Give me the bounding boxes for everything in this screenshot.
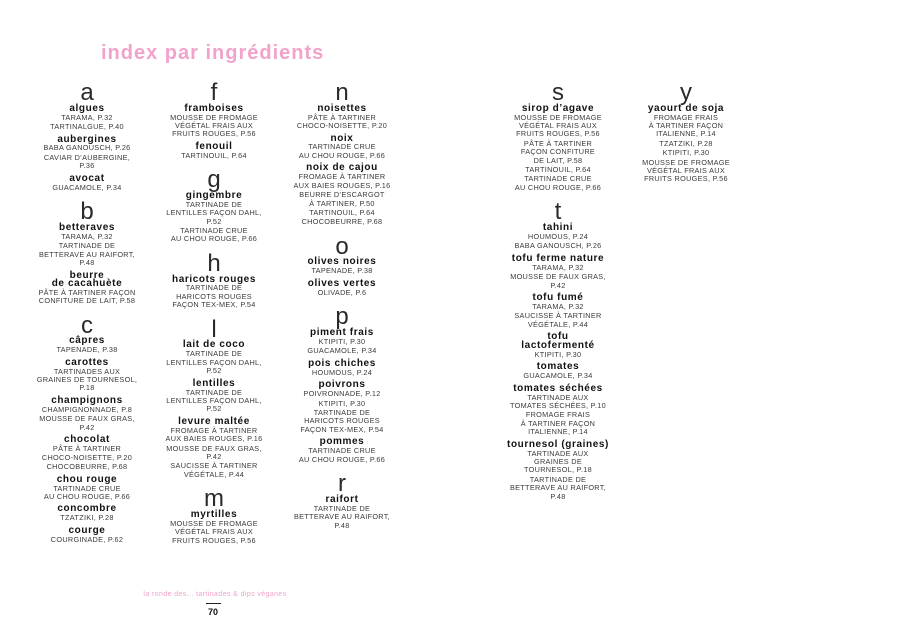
index-entry bbox=[154, 379, 274, 414]
recipe-reference: TARTINADE DE BETTERAVE AU RAIFORT, P.48 bbox=[509, 474, 607, 501]
index-entry bbox=[27, 174, 147, 192]
index-entry bbox=[154, 510, 274, 545]
index-entry bbox=[498, 333, 618, 359]
index-section-l bbox=[154, 315, 274, 480]
section-letter: y bbox=[680, 79, 692, 106]
ingredient-name: chou rouge bbox=[56, 473, 118, 485]
ingredient-name: levure maltée bbox=[178, 415, 250, 427]
ingredient-name: tofu ferme nature bbox=[511, 252, 605, 264]
index-section-p bbox=[282, 303, 402, 464]
ingredient-name: olives noires bbox=[307, 256, 377, 268]
recipe-reference: TARTINADE CRUE AU CHOU ROUGE, P.66 bbox=[298, 142, 386, 160]
index-section-c bbox=[27, 311, 147, 545]
recipe-reference: MOUSSE DE FROMAGE VÉGÉTAL FRAIS AUX FRUITS ROUGES, P.56 bbox=[642, 157, 730, 184]
recipe-reference: TARTINOUIL, P.64 bbox=[309, 207, 375, 217]
recipe-reference: TARTINADE CRUE AU CHOU ROUGE, P.66 bbox=[170, 226, 258, 244]
recipe-reference: FROMAGE À TARTINER AUX BAIES ROUGES, P.16 bbox=[165, 425, 263, 444]
index-entry bbox=[498, 384, 618, 437]
recipe-reference: TARTINOUIL, P.64 bbox=[525, 165, 591, 175]
index-column-5 bbox=[626, 79, 746, 184]
index-entry bbox=[498, 363, 618, 381]
recipe-reference: TARTINADE DE HARICOTS ROUGES FAÇON TEX-MEX, P.54 bbox=[172, 283, 256, 310]
index-section-g bbox=[154, 166, 274, 244]
page-title: index par ingrédients bbox=[101, 42, 325, 64]
section-letter: a bbox=[80, 79, 94, 106]
ingredient-name: poivrons bbox=[318, 379, 366, 391]
page-number-rule bbox=[206, 603, 221, 604]
index-column-4 bbox=[498, 79, 618, 501]
section-letter: r bbox=[338, 470, 346, 498]
index-section-a bbox=[27, 79, 147, 192]
index-section-h bbox=[154, 249, 274, 310]
recipe-reference: TZATZIKI, P.28 bbox=[60, 513, 114, 523]
ingredient-name: olives vertes bbox=[307, 277, 377, 289]
index-entry bbox=[27, 104, 147, 131]
ingredient-name: gingembre bbox=[185, 189, 243, 201]
recipe-reference: CAVIAR D’AUBERGINE, P.36 bbox=[43, 152, 131, 171]
recipe-reference: GUACAMOLE, P.34 bbox=[307, 346, 377, 356]
recipe-reference: MOUSSE DE FROMAGE VÉGÉTAL FRAIS AUX FRUITS ROUGES, P.56 bbox=[170, 112, 258, 139]
index-entry bbox=[282, 279, 402, 297]
index-entry bbox=[282, 495, 402, 530]
recipe-reference: CHAMPIGNONNADE, P.8 bbox=[41, 404, 133, 414]
recipe-reference: PÂTE À TARTINER FAÇON CONFITURE DE LAIT, P.58 bbox=[38, 287, 136, 306]
index-entry bbox=[27, 337, 147, 355]
recipe-reference: TARAMA, P.32 bbox=[532, 302, 584, 311]
index-entry bbox=[27, 271, 147, 306]
ingredient-name: fenouil bbox=[195, 140, 233, 152]
ingredient-name: avocat bbox=[69, 172, 105, 184]
recipe-reference: TARTINADE CRUE AU CHOU ROUGE, P.66 bbox=[43, 483, 131, 501]
section-letter: n bbox=[335, 79, 349, 106]
ingredient-name: noix de cajou bbox=[306, 162, 378, 174]
running-footer-title: la ronde des... tartinades & dips véganes bbox=[143, 591, 287, 598]
ingredient-name: yaourt de soja bbox=[647, 102, 725, 114]
recipe-reference: GUACAMOLE, P.34 bbox=[52, 182, 122, 192]
ingredient-name: betteraves bbox=[58, 221, 116, 233]
recipe-reference: KTIPITI, P.30 bbox=[318, 398, 366, 408]
recipe-reference: MOUSSE DE FAUX GRAS, P.42 bbox=[510, 272, 606, 290]
index-column-2 bbox=[154, 79, 274, 545]
ingredient-name: pois chiches bbox=[308, 357, 376, 369]
index-entry bbox=[498, 223, 618, 250]
ingredient-name: noisettes bbox=[317, 102, 367, 114]
ingredient-name: tomates séchées bbox=[513, 382, 603, 394]
ingredient-name: concombre bbox=[57, 503, 117, 515]
index-entry bbox=[27, 505, 147, 523]
recipe-reference: TARTINADE DE BETTERAVE AU RAIFORT, P.48 bbox=[38, 241, 136, 267]
ingredient-name: haricots rouges bbox=[171, 273, 257, 285]
index-entry bbox=[282, 359, 402, 377]
index-section-o bbox=[282, 232, 402, 297]
recipe-reference: FROMAGE À TARTINER AUX BAIES ROUGES, P.16 bbox=[293, 172, 391, 190]
recipe-reference: MOUSSE DE FAUX GRAS, P.42 bbox=[39, 414, 135, 432]
recipe-reference: KTIPITI, P.30 bbox=[534, 349, 582, 359]
recipe-reference: TARTINADES AUX GRAINES DE TOURNESOL, P.18 bbox=[36, 366, 138, 393]
index-entry bbox=[282, 381, 402, 435]
index-section-t bbox=[498, 198, 618, 501]
ingredient-name: carottes bbox=[65, 356, 109, 368]
recipe-reference: TARTINADE AUX GRAINES DE TOURNESOL, P.18 bbox=[524, 448, 592, 475]
index-entry bbox=[282, 328, 402, 355]
ingredient-name: champignons bbox=[51, 394, 123, 406]
recipe-reference: TARTINADE DE BETTERAVE AU RAIFORT, P.48 bbox=[293, 503, 391, 530]
recipe-reference: TZATZIKI, P.28 bbox=[659, 138, 713, 148]
index-entry bbox=[626, 104, 746, 184]
index-section-y bbox=[626, 79, 746, 184]
recipe-reference: KTIPITI, P.30 bbox=[662, 148, 710, 158]
ingredient-name: beurre de cacahuète bbox=[51, 269, 123, 289]
recipe-reference: TARTINADE DE HARICOTS ROUGES FAÇON TEX-MEX, P.54 bbox=[300, 408, 384, 434]
index-entry bbox=[498, 440, 618, 501]
recipe-reference: TARTINADE DE LENTILLES FAÇON DAHL, P.52 bbox=[166, 387, 262, 414]
index-entry bbox=[27, 223, 147, 267]
recipe-reference: MOUSSE DE FROMAGE VÉGÉTAL FRAIS AUX FRUITS ROUGES, P.56 bbox=[170, 518, 258, 545]
ingredient-name: chocolat bbox=[64, 434, 110, 446]
recipe-reference: POIVRONNADE, P.12 bbox=[303, 389, 381, 399]
ingredient-name: courge bbox=[68, 524, 106, 536]
index-entry bbox=[154, 275, 274, 310]
recipe-reference: CHOCOBEURRE, P.68 bbox=[46, 462, 128, 472]
index-section-b bbox=[27, 198, 147, 306]
section-letter: p bbox=[335, 303, 349, 331]
recipe-reference: PÂTE À TARTINER FAÇON CONFITURE DE LAIT, P.58 bbox=[520, 138, 596, 165]
recipe-reference: TARTINADE DE LENTILLES FAÇON DAHL, P.52 bbox=[166, 199, 262, 226]
index-column-3 bbox=[282, 79, 402, 530]
ingredient-name: tomates bbox=[536, 361, 580, 373]
index-entry bbox=[282, 438, 402, 464]
recipe-reference: BEURRE D’ESCARGOT À TARTINER, P.50 bbox=[299, 190, 385, 208]
section-letter: m bbox=[204, 485, 224, 513]
index-entry bbox=[282, 258, 402, 276]
ingredient-name: framboises bbox=[184, 102, 244, 114]
recipe-reference: TARTINADE DE LENTILLES FAÇON DAHL, P.52 bbox=[166, 349, 262, 376]
recipe-reference: MOUSSE DE FAUX GRAS, P.42 bbox=[166, 443, 262, 462]
index-entry bbox=[154, 142, 274, 160]
recipe-reference: OLIVADE, P.6 bbox=[317, 287, 367, 297]
index-entry bbox=[27, 135, 147, 171]
index-column-1 bbox=[27, 79, 147, 544]
recipe-reference: SAUCISSE À TARTINER VÉGÉTALE, P.44 bbox=[170, 461, 258, 479]
recipe-reference: TARAMA, P.32 bbox=[61, 112, 113, 122]
recipe-reference: TAPENADE, P.38 bbox=[311, 266, 373, 276]
ingredient-name: sirop d’agave bbox=[521, 102, 595, 114]
page-number: 70 bbox=[207, 607, 218, 617]
ingredient-name: tofu fumé bbox=[532, 292, 584, 304]
index-section-s bbox=[498, 79, 618, 192]
section-letter: s bbox=[552, 79, 564, 106]
ingredient-name: pommes bbox=[319, 436, 365, 448]
recipe-reference: COURGINADE, P.62 bbox=[50, 534, 124, 544]
index-section-f bbox=[154, 79, 274, 160]
recipe-reference: TARAMA, P.32 bbox=[61, 231, 113, 241]
index-entry bbox=[282, 104, 402, 130]
ingredient-name: lentilles bbox=[192, 377, 236, 389]
index-entry bbox=[27, 475, 147, 501]
section-letter: t bbox=[554, 198, 562, 226]
section-letter: b bbox=[80, 198, 94, 226]
section-letter: o bbox=[335, 232, 349, 260]
index-entry bbox=[27, 526, 147, 544]
index-entry bbox=[27, 358, 147, 393]
section-letter: g bbox=[207, 166, 221, 194]
index-section-m bbox=[154, 485, 274, 545]
recipe-reference: FROMAGE FRAIS À TARTINER FAÇON ITALIENNE, P.14 bbox=[520, 410, 596, 437]
recipe-reference: KTIPITI, P.30 bbox=[318, 336, 366, 346]
ingredient-name: raifort bbox=[325, 493, 359, 505]
index-entry bbox=[154, 104, 274, 139]
index-entry bbox=[498, 254, 618, 290]
section-letter: l bbox=[211, 315, 217, 343]
recipe-reference: GUACAMOLE, P.34 bbox=[523, 371, 593, 381]
recipe-reference: FROMAGE FRAIS À TARTINER FAÇON ITALIENNE, P.14 bbox=[648, 112, 724, 139]
ingredient-name: noix bbox=[330, 132, 354, 144]
recipe-reference: BABA GANOUSCH, P.26 bbox=[514, 241, 602, 251]
ingredient-name: algues bbox=[69, 102, 105, 114]
section-letter: f bbox=[210, 79, 218, 106]
ingredient-name: câpres bbox=[69, 335, 105, 347]
recipe-reference: CHOCOBEURRE, P.68 bbox=[301, 217, 383, 227]
index-section-r bbox=[282, 470, 402, 530]
recipe-reference: PÂTE À TARTINER CHOCO-NOISETTE, P.20 bbox=[41, 444, 133, 462]
recipe-reference: PÂTE À TARTINER CHOCO-NOISETTE, P.20 bbox=[296, 112, 388, 130]
index-entry bbox=[498, 293, 618, 329]
index-entry bbox=[27, 436, 147, 472]
recipe-reference: TARTINADE CRUE AU CHOU ROUGE, P.66 bbox=[298, 446, 386, 464]
index-entry bbox=[154, 341, 274, 376]
recipe-reference: TARTINOUIL, P.64 bbox=[181, 150, 247, 160]
recipe-reference: TAPENADE, P.38 bbox=[56, 345, 118, 355]
ingredient-name: lait de coco bbox=[182, 339, 246, 351]
recipe-reference: TARAMA, P.32 bbox=[532, 262, 584, 272]
index-entry bbox=[154, 191, 274, 244]
ingredient-name: tahini bbox=[542, 221, 574, 233]
ingredient-name: myrtilles bbox=[190, 508, 238, 520]
section-letter: c bbox=[81, 311, 93, 339]
recipe-reference: TARTINADE AUX TOMATES SÉCHÉES, P.10 bbox=[510, 392, 606, 410]
ingredient-name: aubergines bbox=[57, 133, 117, 145]
index-section-n bbox=[282, 79, 402, 227]
recipe-reference: HOUMOUS, P.24 bbox=[311, 367, 373, 377]
index-entry bbox=[282, 164, 402, 227]
ingredient-name: tournesol (graines) bbox=[507, 438, 609, 450]
section-letter: h bbox=[207, 249, 221, 277]
index-entry bbox=[498, 104, 618, 192]
recipe-reference: BABA GANOUSCH, P.26 bbox=[43, 143, 131, 153]
recipe-reference: HOUMOUS, P.24 bbox=[527, 231, 589, 241]
ingredient-name: piment frais bbox=[310, 326, 374, 338]
index-entry bbox=[27, 396, 147, 432]
recipe-reference: TARTINADE CRUE AU CHOU ROUGE, P.66 bbox=[514, 174, 602, 192]
index-entry bbox=[154, 417, 274, 479]
recipe-reference: SAUCISSE À TARTINER VÉGÉTALE, P.44 bbox=[514, 311, 602, 329]
ingredient-name: tofu lactofermenté bbox=[521, 331, 595, 351]
recipe-reference: TARTINALGUE, P.40 bbox=[50, 121, 124, 131]
recipe-reference: MOUSSE DE FROMAGE VÉGÉTAL FRAIS AUX FRUITS ROUGES, P.56 bbox=[514, 112, 602, 139]
index-entry bbox=[282, 134, 402, 160]
